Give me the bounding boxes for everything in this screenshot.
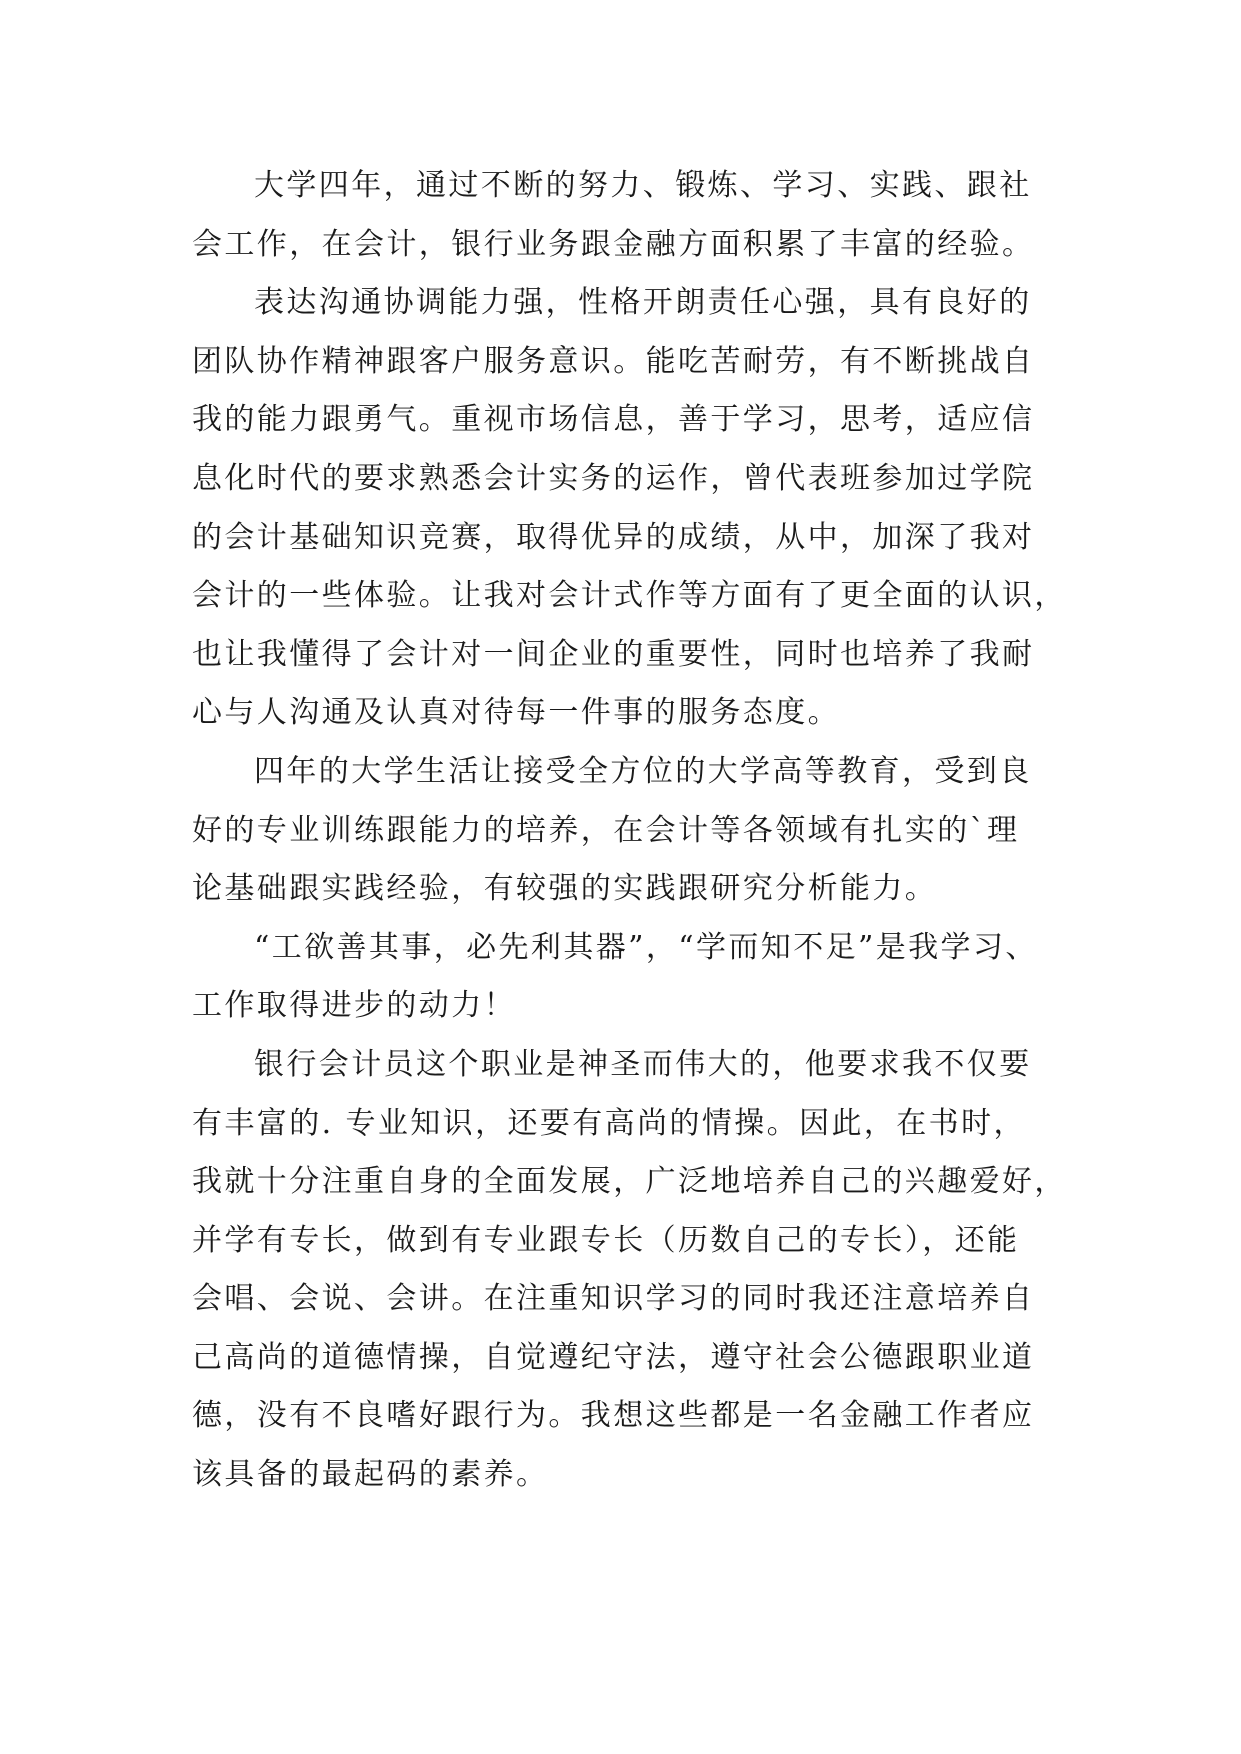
text-line: 会唱、会说、会讲。在注重知识学习的同时我还注意培养自 xyxy=(192,1281,1035,1317)
text-line: 四年的大学生活让接受全方位的大学高等教育，受到良 xyxy=(254,753,1032,789)
text-line: 并学有专长，做到有专业跟专长（历数自己的专长），还能 xyxy=(192,1222,1020,1258)
body-text xyxy=(192,157,1067,1505)
text-line: 团队协作精神跟客户服务意识。能吃苦耐劳，有不断挑战自 xyxy=(192,343,1035,379)
text-line: 会工作，在会计，银行业务跟金融方面积累了丰富的经验。 xyxy=(192,226,1035,262)
text-line: “工欲善其事，必先利其器”，“学而知不足”是我学习、 xyxy=(254,929,1038,965)
text-line: 德，没有不良嗜好跟行为。我想这些都是一名金融工作者应 xyxy=(192,1398,1035,1434)
text-line: 也让我懂得了会计对一间企业的重要性，同时也培养了我耐 xyxy=(192,636,1035,672)
text-line: 息化时代的要求熟悉会计实务的运作，曾代表班参加过学院 xyxy=(192,460,1035,496)
text-line: 工作取得进步的动力！ xyxy=(192,988,516,1024)
text-line: 我的能力跟勇气。重视市场信息，善于学习，思考，适应信 xyxy=(192,402,1035,438)
text-line: 该具备的最起码的素养。 xyxy=(192,1457,549,1493)
text-line: 有丰富的. 专业知识，还要有高尚的情操。因此，在书时， xyxy=(192,1105,1026,1141)
text-line: 己高尚的道德情操，自觉遵纪守法，遵守社会公德跟职业道 xyxy=(192,1339,1035,1375)
text-line: 心与人沟通及认真对待每一件事的服务态度。 xyxy=(192,695,840,731)
text-line: 表达沟通协调能力强，性格开朗责任心强，具有良好的 xyxy=(254,285,1032,321)
text-line: 的会计基础知识竞赛，取得优异的成绩，从中，加深了我对 xyxy=(192,519,1035,555)
text-line: 论基础跟实践经验，有较强的实践跟研究分析能力。 xyxy=(192,871,938,907)
text-line: 银行会计员这个职业是神圣而伟大的，他要求我不仅要 xyxy=(254,1046,1032,1082)
text-line: 大学四年，通过不断的努力、锻炼、学习、实践、跟社 xyxy=(254,168,1032,203)
text-line: 我就十分注重自身的全面发展，广泛地培养自己的兴趣爱好， xyxy=(192,1164,1067,1200)
text-line: 好的专业训练跟能力的培养，在会计等各领域有扎实的`理 xyxy=(192,812,1020,848)
text-line: 会计的一些体验。让我对会计式作等方面有了更全面的认识， xyxy=(192,578,1067,614)
